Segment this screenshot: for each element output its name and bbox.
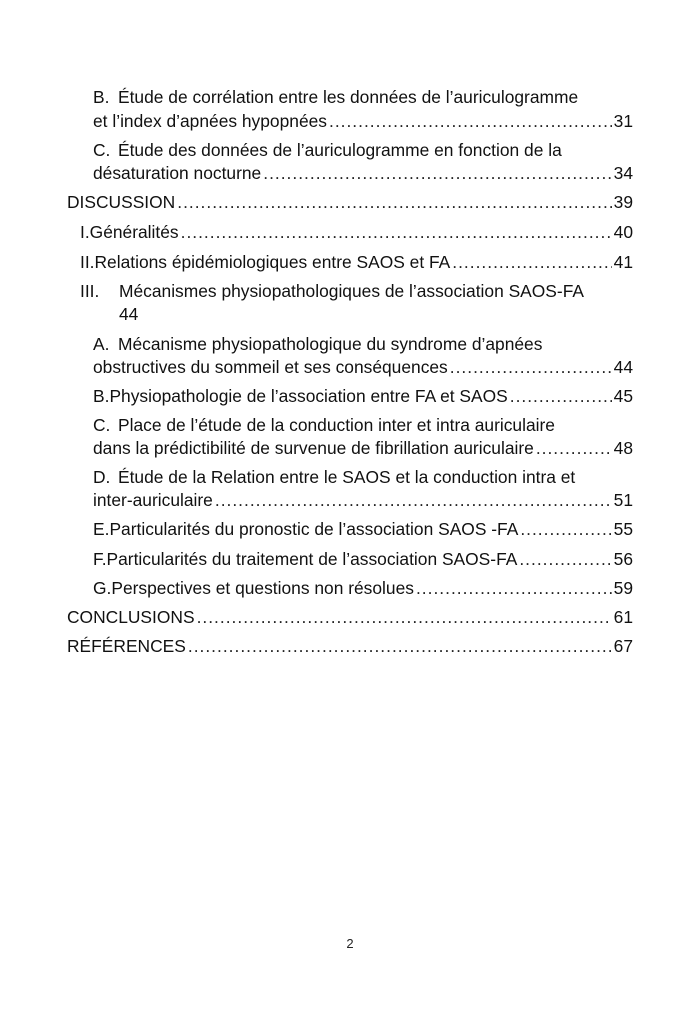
toc-text: RÉFÉRENCES: [67, 636, 186, 656]
toc-page-number: 55: [613, 519, 633, 539]
toc-label: E.: [93, 519, 110, 539]
page-number: 2: [346, 936, 354, 951]
toc-entry-f-traitement[interactable]: [93, 548, 633, 570]
leader-dots: [519, 548, 611, 570]
toc-label: C.: [93, 140, 111, 160]
leader-dots: [329, 110, 612, 132]
toc-entry-relations-epidemiologiques[interactable]: [80, 251, 633, 273]
toc-page-number: 39: [613, 192, 633, 212]
toc-entry-c-desaturation-line1: [93, 139, 562, 161]
toc-page-number: 44: [119, 304, 139, 324]
toc-label: B.: [93, 386, 110, 406]
toc-text: Étude de la Relation entre le SAOS et la conduction intra et: [118, 467, 576, 487]
leader-dots: [452, 251, 611, 273]
toc-entry-a-mecanisme-line2[interactable]: [93, 356, 633, 378]
toc-page-number: 56: [613, 549, 633, 569]
toc-entry-c-place-line2[interactable]: [93, 437, 633, 459]
toc-page-number: 31: [613, 111, 633, 131]
toc-entry-conclusions[interactable]: [67, 606, 633, 628]
toc-label: F.: [93, 549, 107, 569]
toc-entry-b-correlation-line1: [93, 86, 578, 108]
toc-text: Particularités du pronostic de l’association SAOS -FA: [109, 519, 519, 539]
leader-dots: [197, 606, 612, 628]
toc-text: obstructives du sommeil et ses conséquences: [93, 357, 448, 377]
leader-dots: [215, 489, 612, 511]
leader-dots: [450, 356, 612, 378]
toc-text: Étude de corrélation entre les données de l’auriculogramme: [118, 87, 579, 107]
leader-dots: [181, 221, 612, 243]
toc-entry-g-perspectives[interactable]: [93, 577, 633, 599]
toc-text: Mécanismes physiopathologiques de l’association SAOS-FA: [119, 281, 584, 301]
toc-entry-b-correlation-line2[interactable]: [93, 110, 633, 132]
toc-text: désaturation nocturne: [93, 163, 262, 183]
toc-page-number: 44: [613, 357, 633, 377]
leader-dots: [177, 191, 611, 213]
toc-page-number: 51: [613, 490, 633, 510]
toc-label: A.: [93, 334, 110, 354]
toc-label: III.: [80, 281, 100, 301]
toc-text: Étude des données de l’auriculogramme en fonction de la: [118, 140, 562, 160]
toc-page-number: 61: [613, 607, 633, 627]
leader-dots: [263, 162, 611, 184]
toc-entry-references[interactable]: [67, 635, 633, 657]
toc-page-number: 34: [613, 163, 633, 183]
toc-text: Physiopathologie de l’association entre FA et SAOS: [109, 386, 508, 406]
toc-text: CONCLUSIONS: [67, 607, 195, 627]
leader-dots: [510, 385, 612, 407]
toc-entry-e-pronostic[interactable]: [93, 518, 633, 540]
toc-text: Relations épidémiologiques entre SAOS et FA: [94, 252, 451, 272]
toc-page-number: 41: [613, 252, 633, 272]
toc-text: dans la prédictibilité de survenue de fibrillation auriculaire: [93, 438, 534, 458]
toc-text: Généralités: [89, 222, 179, 242]
toc-page-number: 67: [613, 636, 633, 656]
toc-text: Perspectives et questions non résolues: [111, 578, 414, 598]
toc-text: DISCUSSION: [67, 192, 176, 212]
toc-page-number: 59: [613, 578, 633, 598]
toc-entry-mecanismes-line1[interactable]: [80, 280, 584, 302]
toc-page-number: 48: [613, 438, 633, 458]
toc-text: et l’index d’apnées hypopnées: [93, 111, 327, 131]
toc-page-number: 45: [613, 386, 633, 406]
toc-label: C.: [93, 415, 111, 435]
toc-text: Place de l’étude de la conduction inter et intra auriculaire: [118, 415, 555, 435]
leader-dots: [536, 437, 612, 459]
toc-entry-d-relation-line1: [93, 466, 575, 488]
toc-entry-a-mecanisme-line1: [93, 333, 542, 355]
toc-text: inter-auriculaire: [93, 490, 213, 510]
toc-label: II.: [80, 252, 95, 272]
toc-text: Mécanisme physiopathologique du syndrome d’apnées: [118, 334, 543, 354]
toc-entry-generalites[interactable]: [80, 221, 633, 243]
toc-entry-c-desaturation-line2[interactable]: [93, 162, 633, 184]
toc-entry-b-physiopathologie[interactable]: [93, 385, 633, 407]
leader-dots: [188, 635, 612, 657]
leader-dots: [416, 577, 612, 599]
toc-entry-c-place-line1: [93, 414, 555, 436]
toc-entry-mecanismes-page: [119, 303, 138, 325]
leader-dots: [520, 518, 611, 540]
toc-entry-discussion[interactable]: [67, 191, 633, 213]
toc-label: B.: [93, 87, 110, 107]
toc-page-number: 40: [613, 222, 633, 242]
toc-label: I.: [80, 222, 90, 242]
toc-label: D.: [93, 467, 111, 487]
toc-text: Particularités du traitement de l’association SAOS-FA: [106, 549, 518, 569]
toc-entry-d-relation-line2[interactable]: [93, 489, 633, 511]
toc-label: G.: [93, 578, 112, 598]
